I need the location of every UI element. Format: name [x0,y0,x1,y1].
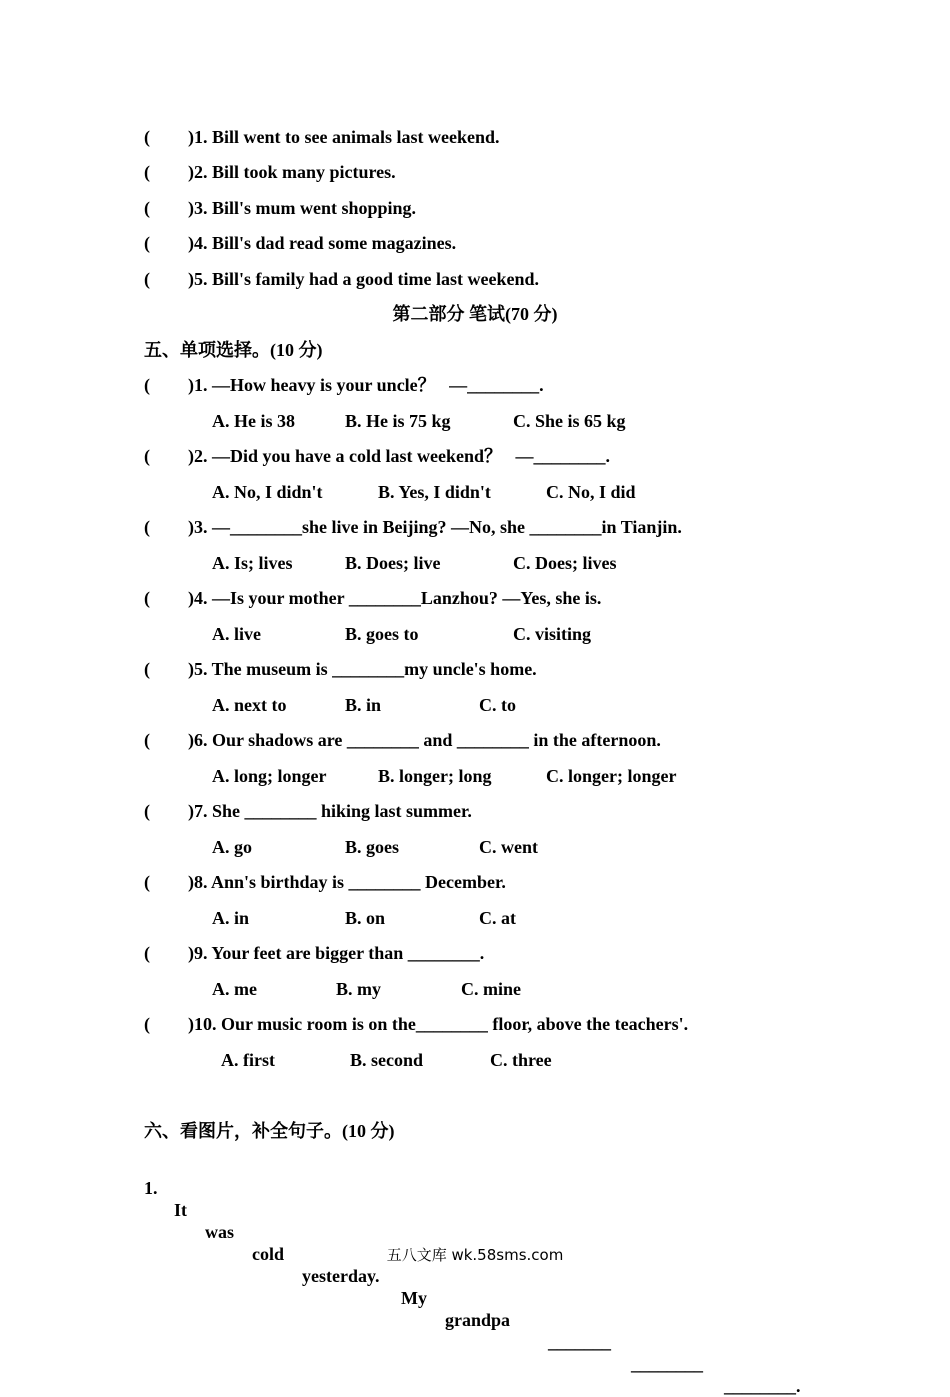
option-a: A. go [212,837,252,857]
option-c: C. three [490,1050,552,1070]
option-a: A. live [212,624,261,644]
section6-title: 六、看图片，补全句子。(10 分) [144,1121,395,1141]
listening-item: ( )1. Bill went to see animals last weekend. [144,127,500,147]
option-a: A. long; longer [212,766,327,786]
picture-question-1: 1. It was cold yesterday. My grandpa _______ ________ ________. [144,1178,801,1396]
option-a: A. next to [212,695,287,715]
option-c: C. mine [461,979,521,999]
question-stem: ( )8. Ann's birthday is ________ December. [144,872,506,892]
option-b: B. longer; long [378,766,492,786]
option-b: B. Yes, I didn't [378,482,491,502]
question-stem: ( )10. Our music room is on the________ floor, above the teachers'. [144,1014,689,1034]
option-b: B. He is 75 kg [345,411,451,431]
listening-item: ( )3. Bill's mum went shopping. [144,198,417,218]
section5-title: 五、单项选择。(10 分) [144,340,323,360]
option-b: B. goes [345,837,399,857]
option-a: A. in [212,908,250,928]
question-stem: ( )6. Our shadows are ________ and ________ in the afternoon. [144,730,661,750]
option-a: A. me [212,979,257,999]
option-a: A. No, I didn't [212,482,323,502]
question-stem: ( )4. —Is your mother ________Lanzhou? —Yes, she is. [144,588,602,608]
question-stem: ( )3. —________she live in Beijing? —No, she ________in Tianjin. [144,517,682,537]
option-c: C. at [479,908,516,928]
option-a: A. first [221,1050,275,1070]
blank-3[interactable]: ________. [724,1376,801,1396]
footer-watermark: 五八文库 wk.58sms.com [386,1246,564,1264]
option-a: A. He is 38 [212,411,295,431]
option-b: B. my [336,979,381,999]
question-stem: ( )2. —Did you have a cold last weekend？ —________. [144,446,611,466]
option-b: B. goes to [345,624,419,644]
question-stem: ( )9. Your feet are bigger than ________. [144,943,485,963]
option-b: B. on [345,908,386,928]
option-c: C. longer; longer [546,766,677,786]
part2-title: 第二部分 笔试(70 分) [392,304,558,324]
option-b: B. Does; live [345,553,441,573]
option-c: C. to [479,695,516,715]
question-stem: ( )7. She ________ hiking last summer. [144,801,472,821]
question-stem: ( )1. —How heavy is your uncle？ —________. [144,375,544,395]
blank-1[interactable]: _______ [548,1332,611,1352]
option-c: C. Does; lives [513,553,617,573]
option-a: A. Is; lives [212,553,293,573]
question-stem: ( )5. The museum is ________my uncle's home. [144,659,537,679]
option-c: C. She is 65 kg [513,411,626,431]
option-b: B. in [345,695,382,715]
listening-item: ( )5. Bill's family had a good time last weekend. [144,269,540,289]
listening-item: ( )4. Bill's dad read some magazines. [144,233,457,253]
option-c: C. visiting [513,624,592,644]
option-c: C. No, I did [546,482,636,502]
blank-2[interactable]: ________ [631,1354,703,1374]
listening-item: ( )2. Bill took many pictures. [144,162,396,182]
option-c: C. went [479,837,538,857]
option-b: B. second [350,1050,424,1070]
